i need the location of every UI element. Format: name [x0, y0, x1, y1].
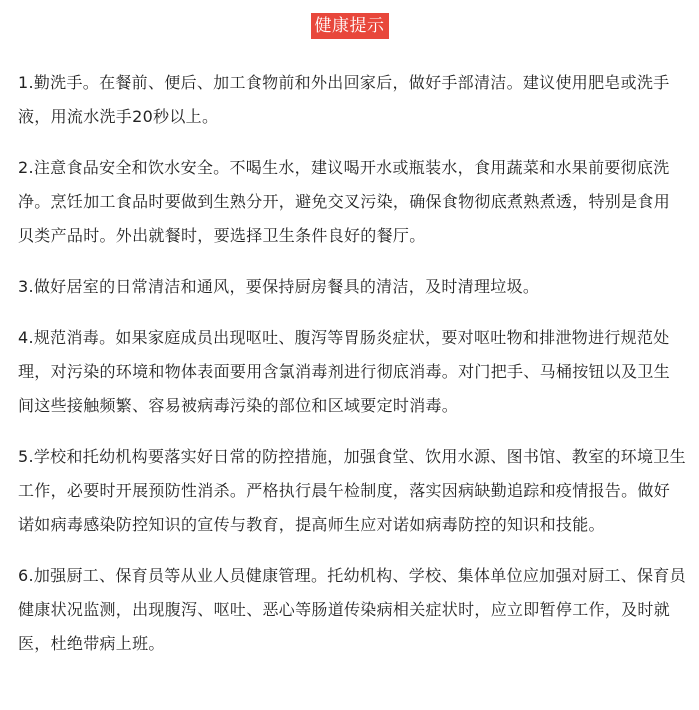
- tip-paragraph-1: 1.勤洗手。在餐前、便后、加工食物前和外出回家后，做好手部清洁。建议使用肥皂或洗手液，用流水洗手20秒以上。: [18, 73, 670, 126]
- tip-paragraph-5: 5.学校和托幼机构要落实好日常的防控措施，加强食堂、饮用水源、图书馆、教室的环境卫生工作，必要时开展预防性消杀。严格执行晨午检制度，落实因病缺勤追踪和疫情报告。做好诺如病毒感染防控知识的宣传与教育，提高师生应对诺如病毒防控的知识和技能。: [18, 447, 686, 534]
- tip-paragraph-6: 6.加强厨工、保育员等从业人员健康管理。托幼机构、学校、集体单位应加强对厨工、保育员健康状况监测，出现腹泻、呕吐、恶心等肠道传染病相关症状时，应立即暂停工作，及时就医，杜绝带病上班。: [18, 566, 686, 653]
- page-title: 健康提示: [311, 13, 389, 39]
- tip-paragraph-4: 4.规范消毒。如果家庭成员出现呕吐、腹泻等胃肠炎症状，要对呕吐物和排泄物进行规范处理，对污染的环境和物体表面要用含氯消毒剂进行彻底消毒。对门把手、马桶按钮以及卫生间这些接触频繁、容易被病毒污染的部位和区域要定时消毒。: [18, 328, 671, 415]
- title-container: [0, 13, 699, 39]
- tip-paragraph-2: 2.注意食品安全和饮水安全。不喝生水，建议喝开水或瓶装水，食用蔬菜和水果前要彻底洗净。烹饪加工食品时要做到生熟分开，避免交叉污染，确保食物彻底煮熟煮透，特别是食用贝类产品时。外出就餐时，要选择卫生条件良好的餐厅。: [18, 158, 671, 245]
- tip-paragraph-3: 3.做好居室的日常清洁和通风，要保持厨房餐具的清洁，及时清理垃圾。: [18, 277, 540, 296]
- tips-list: [18, 66, 686, 678]
